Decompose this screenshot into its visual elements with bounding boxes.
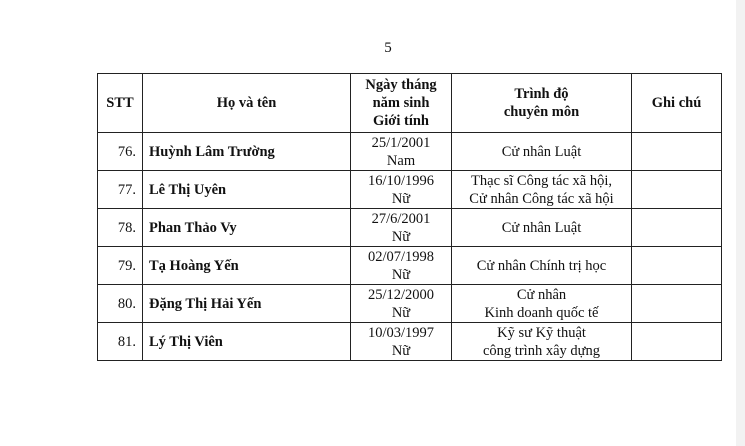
candidate-table <box>97 73 722 361</box>
cell-qualification-line: Cử nhân Công tác xã hội <box>469 190 614 207</box>
header-dob-gender <box>351 74 452 133</box>
cell-note <box>632 285 722 323</box>
cell-dob-gender <box>351 285 452 323</box>
table-row <box>98 171 722 209</box>
header-qualification-line: chuyên môn <box>503 104 580 120</box>
cell-dob: 16/10/1996 <box>367 172 435 189</box>
cell-note <box>632 209 722 247</box>
header-qualification <box>452 74 632 133</box>
cell-name: Phan Thảo Vy <box>143 209 351 247</box>
cell-qualification-line: Cử nhân <box>516 286 567 303</box>
cell-dob-gender <box>351 247 452 285</box>
table-row <box>98 285 722 323</box>
cell-name: Huỳnh Lâm Trường <box>143 133 351 171</box>
cell-stt: 76. <box>98 133 143 171</box>
header-dob-line: Giới tính <box>373 113 429 129</box>
table-row <box>98 323 722 361</box>
cell-qualification <box>452 323 632 361</box>
cell-qualification <box>452 285 632 323</box>
cell-note <box>632 247 722 285</box>
cell-dob-gender <box>351 323 452 361</box>
cell-qualification-line: Cử nhân Luật <box>501 143 582 160</box>
page-number: 5 <box>384 40 392 56</box>
cell-gender: Nữ <box>391 266 411 283</box>
header-note: Ghi chú <box>632 74 722 133</box>
cell-name: Lý Thị Viên <box>143 323 351 361</box>
header-dob-line: Ngày tháng <box>365 77 437 93</box>
cell-dob: 25/12/2000 <box>367 286 435 303</box>
table-header-row <box>98 74 722 133</box>
cell-name: Lê Thị Uyên <box>143 171 351 209</box>
cell-qualification <box>452 133 632 171</box>
cell-qualification-line: Thạc sĩ Công tác xã hội, <box>471 172 612 189</box>
cell-dob-gender <box>351 171 452 209</box>
cell-qualification-line: công trình xây dựng <box>483 342 600 359</box>
cell-note <box>632 171 722 209</box>
cell-note <box>632 133 722 171</box>
cell-qualification <box>452 171 632 209</box>
cell-qualification-line: Cử nhân Luật <box>501 219 582 236</box>
cell-name: Tạ Hoàng Yến <box>143 247 351 285</box>
cell-stt: 78. <box>98 209 143 247</box>
header-stt: STT <box>98 74 143 133</box>
cell-qualification-line: Kỹ sư Kỹ thuật <box>497 324 586 341</box>
cell-qualification-line: Cử nhân Chính trị học <box>476 257 607 274</box>
header-qualification-line: Trình độ <box>514 86 569 102</box>
cell-gender: Nữ <box>391 342 411 359</box>
cell-gender: Nam <box>386 152 416 169</box>
cell-stt: 81. <box>98 323 143 361</box>
cell-dob-gender <box>351 209 452 247</box>
cell-qualification <box>452 209 632 247</box>
header-dob-line: năm sinh <box>372 95 430 111</box>
cell-dob: 02/07/1998 <box>367 248 435 265</box>
cell-stt: 80. <box>98 285 143 323</box>
cell-name: Đặng Thị Hải Yến <box>143 285 351 323</box>
cell-dob: 27/6/2001 <box>371 210 431 227</box>
cell-gender: Nữ <box>391 304 411 321</box>
cell-dob-gender <box>351 133 452 171</box>
cell-qualification <box>452 247 632 285</box>
table-row <box>98 209 722 247</box>
cell-note <box>632 323 722 361</box>
table-row <box>98 133 722 171</box>
cell-gender: Nữ <box>391 190 411 207</box>
table-row <box>98 247 722 285</box>
cell-qualification-line: Kinh doanh quốc tế <box>484 304 599 321</box>
cell-stt: 77. <box>98 171 143 209</box>
cell-stt: 79. <box>98 247 143 285</box>
cell-gender: Nữ <box>391 228 411 245</box>
cell-dob: 25/1/2001 <box>371 134 431 151</box>
header-name: Họ và tên <box>143 74 351 133</box>
cell-dob: 10/03/1997 <box>367 324 435 341</box>
